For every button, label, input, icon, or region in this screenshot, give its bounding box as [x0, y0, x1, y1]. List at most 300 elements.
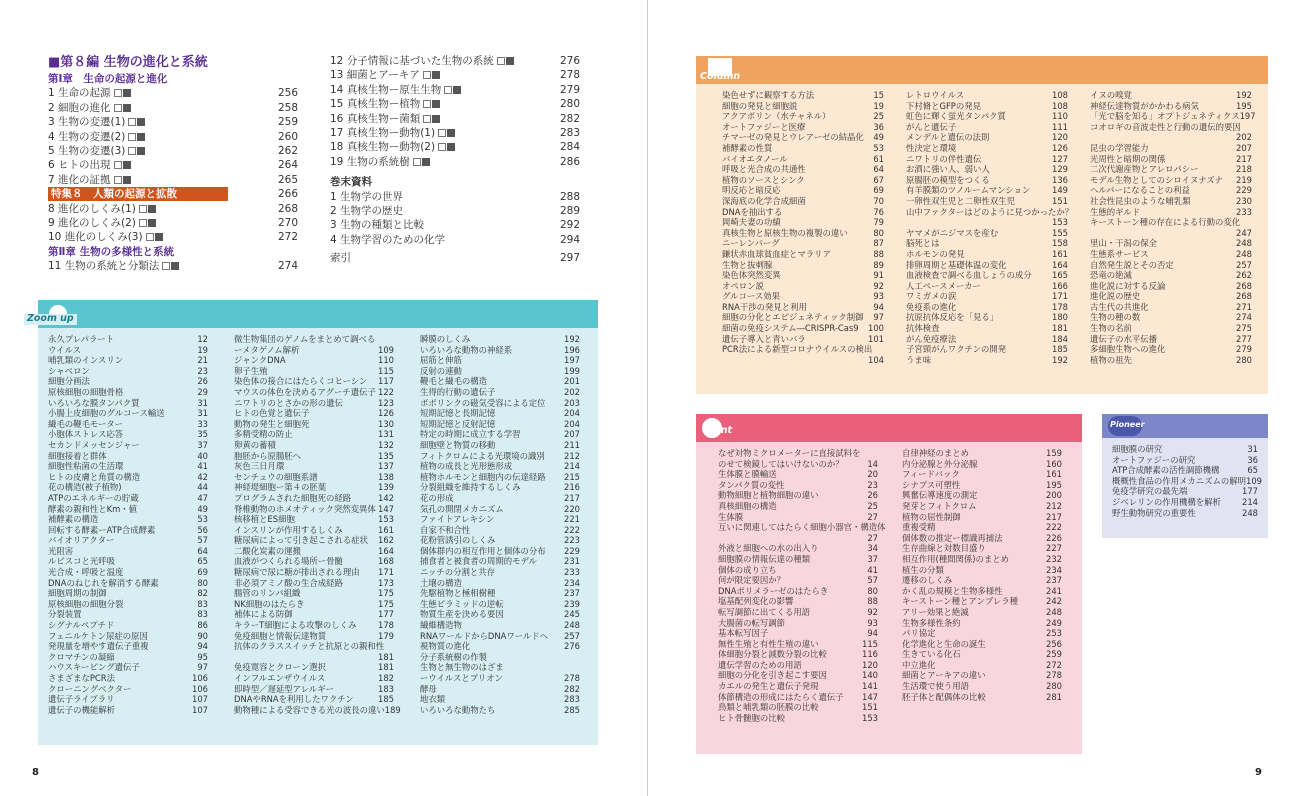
index-entry[interactable] [902, 681, 1062, 692]
index-entry[interactable] [234, 514, 394, 525]
entry-page: 203 [564, 397, 580, 408]
entry-page: 47 [197, 492, 208, 503]
index-entry[interactable] [48, 567, 208, 578]
toc-entry[interactable] [330, 97, 580, 111]
index-entry[interactable] [420, 684, 580, 695]
index-entry[interactable] [48, 609, 208, 620]
index-entry[interactable] [722, 143, 884, 154]
index-entry[interactable] [906, 260, 1068, 271]
index-entry[interactable] [718, 459, 878, 470]
index-entry[interactable] [718, 670, 878, 681]
entry-title: 脊椎動物のホメオティック突然変異体 [234, 503, 376, 514]
entry-page: 160 [1046, 458, 1062, 469]
index-entry[interactable] [48, 398, 208, 409]
index-entry[interactable] [1090, 196, 1252, 207]
index-entry[interactable] [48, 535, 208, 546]
index-entry[interactable] [234, 609, 394, 620]
index-entry[interactable] [902, 543, 1062, 554]
index-entry[interactable] [420, 556, 580, 567]
index-entry[interactable] [48, 345, 208, 356]
index-entry[interactable] [1090, 164, 1252, 175]
index-entry[interactable] [420, 652, 580, 663]
entry-title: 微生物集団のゲノムをまとめて調べる [234, 334, 376, 344]
index-entry[interactable] [722, 207, 884, 218]
index-entry[interactable] [718, 618, 878, 629]
index-entry[interactable] [718, 501, 878, 512]
index-entry[interactable] [902, 639, 1062, 650]
index-entry[interactable] [48, 631, 208, 642]
index-entry[interactable] [722, 217, 884, 228]
index-entry[interactable] [718, 596, 878, 607]
index-entry[interactable] [420, 588, 580, 599]
index-entry[interactable] [1090, 90, 1252, 101]
index-entry[interactable] [234, 334, 394, 345]
index-entry[interactable] [1090, 217, 1252, 228]
entry-title: バイオエタノール [722, 153, 788, 164]
index-entry[interactable] [718, 692, 878, 703]
index-entry[interactable] [902, 670, 1062, 681]
index-entry[interactable] [234, 472, 394, 483]
index-entry[interactable] [722, 196, 884, 207]
index-entry[interactable] [902, 692, 1062, 703]
entry-title: 脳死とは [906, 238, 940, 249]
index-entry[interactable] [1090, 249, 1252, 260]
index-entry[interactable] [718, 480, 878, 491]
index-entry[interactable] [718, 681, 878, 692]
entry-title: PCR法による新型コロナウイルスの検出 [722, 344, 873, 355]
index-entry[interactable] [906, 217, 1068, 228]
index-entry[interactable] [420, 609, 580, 620]
index-entry[interactable] [48, 578, 208, 589]
index-entry[interactable] [1090, 143, 1252, 154]
index-entry[interactable] [48, 493, 208, 504]
index-entry[interactable] [1090, 154, 1252, 165]
index-entry[interactable] [902, 512, 1062, 523]
index-entry[interactable] [722, 228, 884, 239]
index-entry[interactable] [420, 567, 580, 578]
index-entry[interactable] [718, 607, 878, 618]
index-entry[interactable] [1090, 355, 1252, 366]
index-entry[interactable] [234, 525, 394, 536]
index-entry[interactable] [906, 206, 1074, 218]
index-entry[interactable] [902, 596, 1062, 607]
index-entry[interactable] [718, 702, 878, 713]
index-entry[interactable] [420, 376, 580, 387]
index-entry[interactable] [420, 705, 580, 716]
index-entry[interactable] [906, 164, 1068, 175]
index-entry[interactable] [718, 586, 878, 597]
toc-entry[interactable] [48, 158, 298, 172]
index-entry[interactable] [234, 535, 394, 546]
index-entry[interactable] [234, 704, 401, 716]
index-entry[interactable] [234, 387, 394, 398]
index-entry[interactable] [722, 175, 884, 186]
index-entry[interactable] [722, 281, 884, 292]
index-entry[interactable] [906, 323, 1068, 334]
index-entry[interactable] [420, 504, 580, 515]
index-entry[interactable] [48, 620, 208, 631]
index-entry[interactable] [718, 713, 878, 724]
index-entry[interactable] [722, 355, 884, 366]
index-entry[interactable] [1090, 344, 1252, 355]
index-entry[interactable] [48, 599, 208, 610]
index-entry[interactable] [1090, 323, 1252, 334]
index-entry[interactable] [722, 154, 884, 165]
index-entry[interactable] [718, 660, 878, 671]
index-entry[interactable] [1112, 508, 1258, 519]
entry-page: 229 [564, 545, 580, 556]
index-entry[interactable] [722, 312, 884, 323]
index-entry[interactable] [906, 334, 1068, 345]
index-entry[interactable] [722, 344, 884, 355]
index-entry[interactable] [902, 490, 1062, 501]
index-entry[interactable] [420, 461, 580, 472]
index-entry[interactable] [718, 522, 886, 533]
index-entry[interactable] [906, 249, 1068, 260]
toc-entry[interactable] [48, 144, 298, 158]
entry-page: 49 [873, 132, 884, 143]
index-entry[interactable] [718, 554, 878, 565]
index-entry[interactable] [48, 429, 208, 440]
index-entry[interactable] [722, 260, 884, 271]
index-entry[interactable] [420, 631, 580, 642]
index-entry[interactable] [1090, 228, 1252, 239]
index-entry[interactable] [48, 419, 208, 430]
index-entry[interactable] [718, 628, 878, 639]
index-entry[interactable] [234, 440, 394, 451]
index-entry[interactable] [420, 535, 580, 546]
index-entry[interactable] [906, 90, 1068, 101]
index-entry[interactable] [420, 525, 580, 536]
entry-page: 158 [1052, 238, 1068, 249]
index-entry[interactable] [420, 472, 580, 483]
special-feature[interactable]: 特集８ 人類の起源と拡散 266 [48, 187, 298, 201]
index-entry[interactable] [722, 185, 884, 196]
index-entry[interactable] [902, 469, 1062, 480]
index-entry[interactable] [234, 345, 394, 356]
index-entry[interactable] [906, 101, 1068, 112]
toc-entry-title: 9 進化のしくみ(2) [48, 216, 136, 229]
index-entry[interactable] [234, 493, 394, 504]
index-entry[interactable] [234, 588, 394, 599]
index-entry[interactable] [420, 620, 580, 631]
index-entry[interactable] [234, 482, 394, 493]
index-entry[interactable] [420, 387, 580, 398]
entry-title: クローニングベクター [48, 683, 132, 694]
toc-entry[interactable] [48, 259, 298, 273]
entry-page: 115 [862, 638, 878, 649]
toc-entry[interactable] [48, 101, 298, 115]
index-entry[interactable] [420, 641, 580, 652]
index-entry[interactable] [420, 451, 580, 462]
index-entry[interactable] [906, 291, 1068, 302]
index-entry[interactable] [1090, 312, 1252, 323]
entry-page: 33 [197, 418, 208, 429]
index-entry[interactable] [234, 461, 394, 472]
index-entry[interactable] [1090, 132, 1252, 143]
index-entry[interactable] [902, 459, 1062, 470]
index-entry[interactable] [420, 366, 580, 377]
index-entry[interactable] [48, 504, 208, 515]
index-entry[interactable] [902, 607, 1062, 618]
index-entry[interactable] [1090, 302, 1252, 313]
index-entry[interactable] [234, 641, 394, 652]
toc-entry[interactable] [330, 83, 580, 97]
toc-entry[interactable] [330, 218, 580, 232]
index-entry[interactable] [234, 673, 394, 684]
entry-title: 生得的行動の遺伝子 [420, 386, 496, 397]
index-entry[interactable] [1112, 444, 1258, 455]
index-entry[interactable] [1112, 475, 1262, 487]
index-entry[interactable] [1090, 270, 1252, 281]
index-entry[interactable] [902, 649, 1062, 660]
index-entry[interactable] [48, 472, 208, 483]
index-entry[interactable] [234, 662, 394, 673]
index-entry[interactable] [722, 334, 884, 345]
entry-title: 性決定と環境 [906, 142, 957, 153]
index-entry[interactable] [234, 652, 394, 663]
index-entry[interactable] [234, 546, 394, 557]
index-entry[interactable] [420, 514, 580, 525]
index-entry[interactable] [906, 111, 1068, 122]
index-entry[interactable] [722, 132, 884, 143]
index-entry[interactable] [48, 588, 208, 599]
index-entry[interactable] [902, 533, 1062, 544]
index-entry[interactable] [48, 461, 208, 472]
index-entry[interactable] [722, 90, 884, 101]
index-entry[interactable] [234, 694, 394, 705]
index-entry[interactable] [718, 565, 878, 576]
index-entry[interactable] [48, 376, 208, 387]
index-entry[interactable] [420, 398, 580, 409]
index-entry[interactable] [420, 355, 580, 366]
entry-page: 107 [192, 704, 208, 715]
index-entry[interactable] [906, 196, 1068, 207]
index-entry[interactable] [906, 185, 1068, 196]
toc-entry[interactable] [48, 230, 298, 244]
index-entry[interactable] [48, 684, 208, 695]
index-entry[interactable] [420, 546, 580, 557]
entry-title: 生きている化石 [902, 649, 961, 660]
index-entry[interactable] [718, 543, 878, 554]
index-entry[interactable] [1090, 122, 1252, 133]
index-entry[interactable] [1112, 497, 1258, 508]
index-entry[interactable] [906, 143, 1068, 154]
index-entry[interactable] [902, 628, 1062, 639]
toc-entry[interactable] [48, 130, 298, 144]
toc-entry[interactable] [48, 202, 298, 216]
toc-entry[interactable] [330, 126, 580, 140]
index-entry[interactable] [722, 101, 884, 112]
index-entry[interactable] [48, 694, 208, 705]
index-entry[interactable] [234, 376, 394, 387]
index-entry[interactable] [722, 270, 884, 281]
index-entry[interactable] [420, 493, 580, 504]
index-entry[interactable] [234, 451, 394, 462]
entry-title: さまざまなPCR法 [48, 673, 115, 683]
index-entry[interactable] [1090, 207, 1252, 218]
entry-title: 生物の種の数 [1090, 312, 1141, 323]
toc-entry[interactable] [48, 86, 298, 100]
index-entry[interactable] [906, 344, 1068, 355]
index-entry[interactable] [1090, 175, 1252, 186]
index-entry[interactable] [902, 586, 1062, 597]
index-entry[interactable] [234, 355, 394, 366]
index-entry[interactable] [234, 408, 394, 419]
index-entry[interactable] [902, 448, 1062, 459]
index-entry[interactable] [48, 641, 208, 652]
index-entry[interactable] [722, 291, 884, 302]
index-entry[interactable] [1090, 238, 1252, 249]
toc-entry[interactable] [330, 140, 580, 154]
index-entry[interactable] [902, 660, 1062, 671]
index-entry[interactable] [420, 345, 580, 356]
index-entry[interactable] [48, 408, 208, 419]
index-entry[interactable] [906, 154, 1068, 165]
toc-entry[interactable] [48, 115, 298, 129]
index-entry[interactable] [234, 429, 394, 440]
index-entry[interactable] [1090, 111, 1256, 122]
toc-entry[interactable] [48, 216, 298, 230]
index-entry[interactable] [420, 482, 580, 493]
index-entry[interactable] [902, 565, 1062, 576]
index-entry[interactable] [722, 238, 884, 249]
index-entry[interactable] [48, 451, 208, 462]
index-entry[interactable] [902, 501, 1062, 512]
toc-entry[interactable] [48, 173, 298, 187]
entry-page: 223 [564, 535, 580, 546]
index-entry[interactable] [722, 122, 884, 133]
index-entry[interactable] [718, 512, 878, 523]
toc-entry[interactable] [330, 54, 580, 68]
index-entry[interactable]: 索引 297 [330, 252, 580, 265]
index-entry[interactable] [1090, 334, 1252, 345]
entry-page: 276 [564, 641, 580, 652]
index-entry[interactable] [718, 639, 878, 650]
index-entry[interactable] [902, 480, 1062, 491]
index-entry[interactable] [420, 440, 580, 451]
index-entry[interactable] [902, 522, 1062, 533]
index-entry[interactable] [1090, 101, 1252, 112]
index-entry[interactable] [906, 238, 1068, 249]
index-entry[interactable] [906, 175, 1068, 186]
index-entry[interactable] [420, 599, 580, 610]
index-entry[interactable] [906, 355, 1068, 366]
index-entry[interactable] [234, 578, 394, 589]
entry-title [1090, 132, 1230, 143]
entry-page: 278 [1046, 670, 1062, 681]
index-entry[interactable] [48, 387, 208, 398]
index-entry[interactable] [420, 334, 580, 345]
index-entry[interactable] [722, 323, 884, 334]
index-entry[interactable] [48, 546, 208, 557]
index-entry[interactable] [906, 122, 1068, 133]
index-entry[interactable] [48, 355, 208, 366]
toc-entry[interactable] [330, 155, 580, 169]
index-entry[interactable] [1112, 465, 1258, 476]
index-entry[interactable] [1090, 281, 1252, 292]
index-entry[interactable] [234, 567, 394, 578]
index-entry[interactable] [718, 448, 878, 459]
index-entry[interactable] [234, 556, 394, 567]
index-entry[interactable] [1112, 455, 1258, 466]
index-entry[interactable] [48, 705, 208, 716]
index-entry[interactable] [906, 228, 1068, 239]
index-entry[interactable] [906, 270, 1068, 281]
index-entry[interactable] [906, 312, 1068, 323]
index-entry[interactable] [718, 649, 878, 660]
index-entry[interactable] [234, 620, 394, 631]
index-entry[interactable] [906, 281, 1068, 292]
index-entry[interactable] [722, 111, 884, 122]
index-entry[interactable] [48, 525, 208, 536]
index-entry[interactable] [420, 419, 580, 430]
index-entry[interactable] [48, 662, 208, 673]
index-entry[interactable] [234, 419, 394, 430]
index-entry[interactable] [718, 469, 878, 480]
index-entry[interactable] [1112, 486, 1258, 497]
toc-entry-page: 278 [559, 69, 580, 82]
index-entry[interactable] [48, 482, 208, 493]
index-entry[interactable] [48, 673, 208, 684]
index-entry[interactable] [902, 575, 1062, 586]
index-entry[interactable] [234, 366, 394, 377]
index-entry[interactable] [234, 504, 394, 515]
entry-page: 168 [378, 556, 394, 567]
index-entry[interactable] [48, 334, 208, 345]
index-entry[interactable] [48, 514, 208, 525]
toc-entry[interactable] [330, 68, 580, 82]
index-entry[interactable] [722, 302, 884, 313]
index-entry[interactable] [420, 673, 580, 684]
index-entry[interactable] [718, 490, 878, 501]
index-entry[interactable] [718, 575, 878, 586]
index-entry[interactable] [420, 408, 580, 419]
toc-entry[interactable] [330, 204, 580, 218]
toc-entry[interactable] [330, 190, 580, 204]
index-entry[interactable] [722, 164, 884, 175]
index-entry[interactable] [420, 662, 580, 673]
index-entry[interactable] [1090, 260, 1252, 271]
index-entry[interactable] [48, 366, 208, 377]
index-entry[interactable] [902, 554, 1062, 565]
entry-title: 卵黄の蓄積 [234, 439, 276, 450]
index-entry[interactable] [48, 652, 208, 663]
index-entry[interactable] [234, 684, 394, 695]
entry-title: 外液と細胞への水の出入り [718, 543, 819, 554]
toc-entry[interactable] [330, 112, 580, 126]
index-entry[interactable] [902, 618, 1062, 629]
entry-page: 268 [1236, 291, 1252, 302]
index-entry[interactable] [48, 556, 208, 567]
index-entry[interactable] [48, 440, 208, 451]
index-entry[interactable] [722, 249, 884, 260]
index-entry[interactable] [906, 302, 1068, 313]
index-entry[interactable] [718, 533, 878, 544]
index-entry[interactable] [420, 578, 580, 589]
index-entry[interactable] [1090, 185, 1252, 196]
index-entry[interactable] [234, 599, 394, 610]
index-entry[interactable] [420, 694, 580, 705]
index-entry[interactable] [1090, 291, 1252, 302]
index-entry[interactable] [420, 429, 580, 440]
toc-entry[interactable] [330, 233, 580, 247]
index-entry[interactable] [234, 631, 394, 642]
index-entry[interactable] [906, 132, 1068, 143]
index-entry[interactable] [234, 398, 394, 409]
entry-page: 37 [867, 553, 878, 564]
entry-title: 植物の成長と光形態形成 [420, 461, 513, 472]
